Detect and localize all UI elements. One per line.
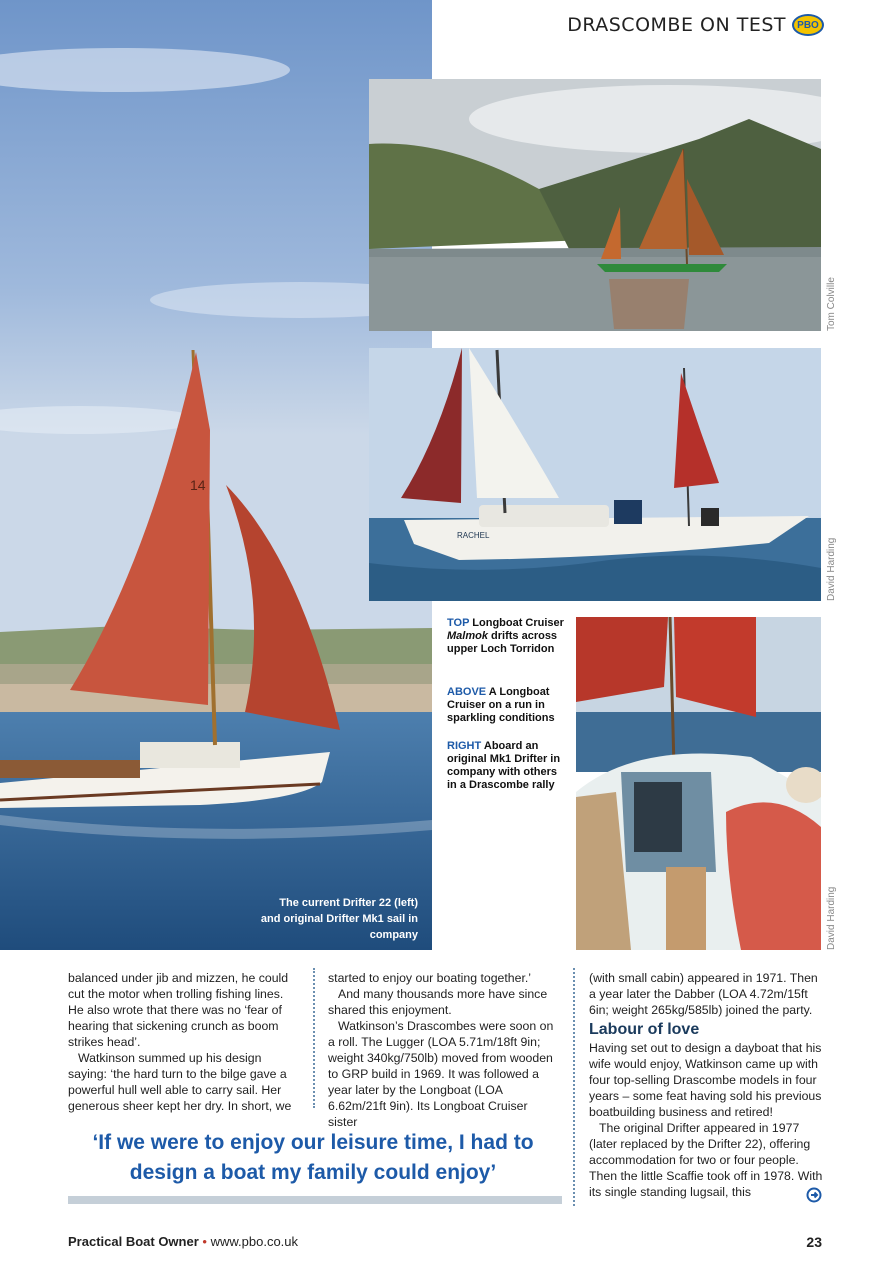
paragraph: balanced under jib and mizzen, he could cut the motor when trolling fishing lines. He also wrote that there was no ‘fear of hearing that sickening crunch as boom strikes head’.: [68, 971, 289, 1049]
caption-right: RIGHT Aboard an original Mk1 Drifter in company with others in a Drascombe rally: [447, 740, 561, 791]
pull-quote: ‘If we were to enjoy our leisure time, I had to design a boat my family could enjoy’: [92, 1131, 534, 1184]
caption-top: TOP Longboat Cruiser Malmok drifts across upper Loch Torridon: [447, 617, 564, 655]
above-photo: [369, 348, 821, 601]
paragraph: Watkinson summed up his design saying: ‘the hard turn to the bilge gave a powerful hull well able to carry sail. Her generous sheer kept her dry. In short, we: [68, 1051, 292, 1113]
sail-number: 14: [190, 477, 206, 493]
column-divider: [313, 968, 315, 1108]
column-1: [68, 970, 298, 1114]
column-2: [328, 970, 560, 1130]
paragraph: started to enjoy our boating together.’: [328, 971, 532, 985]
right-photo: [576, 617, 821, 950]
top-photo: [369, 79, 821, 331]
page-footer: [68, 1234, 298, 1249]
pull-quote-bar: [68, 1196, 562, 1204]
column-3: [589, 970, 825, 1200]
hull-name: RACHEL: [457, 531, 490, 540]
website-url: www.pbo.co.uk: [210, 1234, 299, 1249]
publication-name: Practical Boat Owner: [68, 1234, 199, 1249]
paragraph: And many thousands more have since shared this enjoyment.: [328, 987, 548, 1017]
subheading: Labour of love: [589, 1021, 700, 1038]
main-photo: [0, 0, 432, 950]
paragraph: Watkinson’s Drascombes were soon on a roll. The Lugger (LOA 5.71m/18ft 9in; weight 340kg/750lb) moved from wooden to GRP build in 1969. It was followed a year later by the Longboat (LOA 6.62m/21ft 9in). Its Longboat Cruiser sister: [328, 1019, 554, 1129]
top-photo-credit: Tom Colville: [826, 277, 837, 331]
paragraph: The original Drifter appeared in 1977 (later replaced by the Drifter 22), offering accommodation for two or four people. Then the little Scaffie took off in 1978. With its single standing lugsail, this: [589, 1121, 823, 1199]
paragraph: Having set out to design a dayboat that his wife would enjoy, Watkinson came up with four top-selling Drascombe models in four years – some feat having sold his previous boatbuilding business and retired!: [589, 1041, 822, 1119]
above-photo-credit: David Harding: [826, 537, 837, 601]
page-header: [567, 14, 824, 36]
caption-above: ABOVE A Longboat Cruiser on a run in sparkling conditions: [447, 686, 555, 724]
continue-arrow-icon: [806, 1187, 822, 1203]
main-photo-caption: The current Drifter 22 (left) and original Drifter Mk1 sail in company: [260, 897, 418, 941]
right-photo-credit: David Harding: [826, 886, 837, 950]
paragraph: (with small cabin) appeared in 1971. Then a year later the Dabber (LOA 4.72m/15ft 6in; weight 265kg/585lb) joined the party.: [589, 971, 818, 1017]
column-divider: [573, 968, 575, 1206]
pbo-logo-badge: PBO: [792, 14, 824, 36]
footer-separator: •: [202, 1234, 207, 1249]
section-title: DRASCOMBE ON TEST: [567, 14, 786, 36]
page-number: 23: [806, 1234, 822, 1250]
